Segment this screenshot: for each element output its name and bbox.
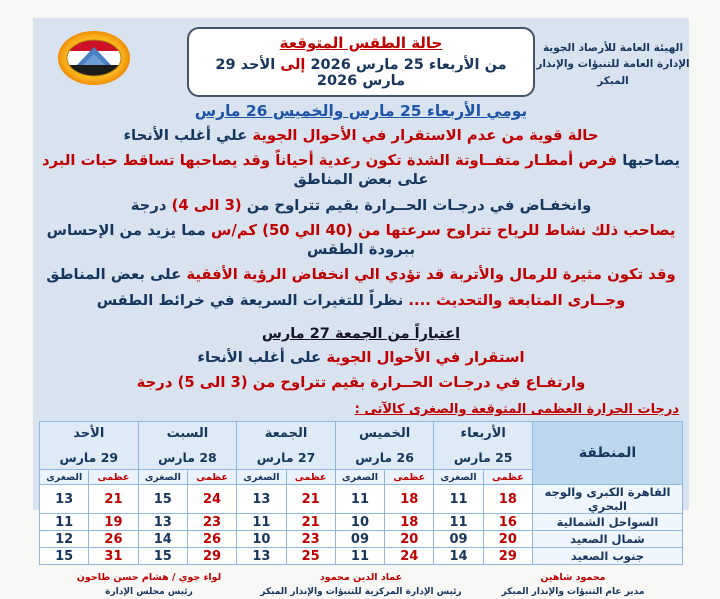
temp-min: 09 (434, 531, 483, 548)
day-name: الأحد (73, 426, 105, 442)
day-date: 25 مارس (453, 450, 513, 466)
signature-name: لواء جوي / هشام حسن طاحون (76, 572, 222, 584)
forecast-line-2 (33, 151, 689, 189)
forecast-line-4 (33, 221, 689, 259)
temp-max: 26 (89, 531, 138, 548)
temp-max: 19 (89, 514, 138, 531)
forecast-text: علي أغلب الأنحاء (123, 127, 248, 144)
temp-min: 14 (434, 548, 483, 565)
max-label: عظمى (187, 470, 236, 485)
forecast-text: على بعض المناطق (46, 266, 182, 284)
forecast-line-1 (33, 126, 689, 145)
min-label: الصغرى (40, 470, 89, 485)
table-row (40, 514, 683, 531)
table-caption: درجات الحرارة العظمى المتوقعة والصغرى كالآتى : (354, 402, 679, 418)
forecast-text: وانخفـاض في درجـات الحــرارة بقيم تتراوح من (246, 196, 592, 214)
table-header-day-sun (40, 422, 139, 470)
temp-min: 13 (237, 548, 286, 565)
table-header-region: المنطقة (533, 422, 683, 485)
temp-min: 13 (237, 485, 286, 514)
table-header-day-thu (335, 422, 434, 470)
temp-max: 29 (483, 548, 532, 565)
temp-max: 26 (187, 531, 236, 548)
temp-max: 20 (385, 531, 434, 548)
day-date: 27 مارس (256, 450, 316, 466)
temp-max: 20 (483, 531, 532, 548)
forecast-line-3 (33, 196, 689, 215)
temp-min: 13 (138, 514, 187, 531)
region-name: شمال الصعيد (533, 531, 683, 548)
forecast-line-5 (33, 265, 689, 284)
temp-min: 10 (237, 531, 286, 548)
max-label: عظمى (286, 470, 335, 485)
temp-min: 11 (237, 514, 286, 531)
min-label: الصغرى (138, 470, 187, 485)
authority-name-line1: الهيئة العامة للأرصاد الجوية (542, 42, 684, 54)
temp-max: 31 (89, 548, 138, 565)
authority-name-line2: الإدارة العامة للتنبؤات والإنذار المبكر (536, 58, 690, 87)
day-name: الخميس (359, 426, 411, 442)
min-label: الصغرى (335, 470, 384, 485)
forecast-line-8 (33, 373, 689, 392)
forecast-line-6 (33, 291, 689, 310)
table-header-day-fri (237, 422, 336, 470)
temp-min: 11 (40, 514, 89, 531)
temp-max: 24 (187, 485, 236, 514)
day-date: 29 مارس (59, 450, 119, 466)
forecast-text: فرص أمطـار متفــاوتة الشدة تكون رعدية أحياناً وقد يصاحبها تساقط حبات البرد (41, 152, 618, 170)
forecast-text: وقد تكون مثيرة للرمال والأتربة قد تؤدي الي انخفاض الرؤية الأفقية (186, 266, 676, 284)
signature-name: عماد الدين محمود (319, 572, 403, 584)
day-date: 28 مارس (158, 450, 217, 466)
temp-max: 24 (385, 548, 434, 565)
max-label: عظمى (89, 470, 138, 485)
temperatures-table (39, 421, 683, 565)
signature-title: رئيس مجلس الإدارة (105, 586, 193, 597)
temp-max: 23 (187, 514, 236, 531)
signature-name: محمود شاهين (540, 572, 606, 584)
forecast-text: مما يزيد من الإحساس ببرودة الطقس (46, 221, 416, 259)
date-to-word: إلى (280, 57, 306, 73)
forecast-text: على بعض المناطق (293, 171, 429, 189)
bulletin-title: حالة الطقس المتوقعة (279, 34, 443, 52)
date-to: الأحد 29 مارس 2026 (215, 57, 406, 89)
forecast-text: حالة قوية من عدم الاستقرار في الأحوال الجوية (252, 127, 599, 144)
signature-board-chairman (43, 571, 255, 599)
authority-logo-icon (57, 30, 131, 86)
region-name: جنوب الصعيد (533, 548, 683, 565)
min-label: الصغرى (434, 470, 483, 485)
region-name: السواحل الشمالية (533, 514, 683, 531)
forecast-text: على أغلب الأنحاء (197, 348, 322, 366)
authority-name-block (533, 40, 693, 89)
max-label: عظمى (385, 470, 434, 485)
temp-max: 21 (286, 485, 335, 514)
bulletin-title-box (187, 27, 535, 97)
day-name: الأربعاء (460, 426, 506, 442)
table-row (40, 531, 683, 548)
temp-min: 14 (138, 531, 187, 548)
date-from: من الأربعاء 25 مارس 2026 (310, 57, 507, 73)
day-name: السبت (166, 426, 209, 442)
temp-min: 15 (138, 548, 187, 565)
temp-max: 29 (187, 548, 236, 565)
temp-max: 18 (483, 485, 532, 514)
temp-min: 11 (434, 514, 483, 531)
temp-min: 13 (40, 485, 89, 514)
section2-heading: اعتباراً من الجمعة 27 مارس (261, 325, 461, 342)
signature-director-general (467, 571, 679, 599)
temp-min: 11 (335, 548, 384, 565)
table-header-row-days (40, 422, 683, 470)
weather-bulletin-panel (33, 18, 690, 597)
temp-max: 25 (286, 548, 335, 565)
forecast-line-7 (33, 348, 689, 367)
temp-max: 16 (483, 514, 532, 531)
table-row (40, 485, 683, 514)
max-label: عظمى (483, 470, 532, 485)
signatures-row (33, 571, 689, 599)
temp-min: 09 (335, 531, 384, 548)
signature-title: مدير عام التنبؤات والإنذار المبكر (501, 586, 645, 597)
temp-max: 23 (286, 531, 335, 548)
table-header-day-wed (434, 422, 533, 470)
temp-min: 11 (434, 485, 483, 514)
temp-max: 21 (89, 485, 138, 514)
day-date: 26 مارس (355, 450, 414, 466)
region-name: القاهرة الكبرى والوجه البحري (533, 485, 683, 514)
signature-central-admin-head (255, 571, 467, 599)
bulletin-date-range (197, 57, 525, 89)
signature-title: رئيس الإدارة المركزية للتنبؤات والإنذار المبكر (260, 586, 462, 597)
temp-min: 15 (138, 485, 187, 514)
day-name: الجمعة (264, 426, 308, 442)
temp-max: 18 (385, 514, 434, 531)
forecast-text: نظراً للتغيرات السريعة في خرائط الطقس (96, 291, 404, 309)
temp-max: 18 (385, 485, 434, 514)
min-label: الصغرى (237, 470, 286, 485)
forecast-text: يصاحبها (622, 152, 681, 170)
temp-min: 12 (40, 531, 89, 548)
forecast-text: درجة (130, 196, 167, 214)
forecast-text: وارتفـاع في درجـات الحــرارة بقيم تتراوح من (3 الى 5) درجة (136, 374, 586, 392)
temp-min: 11 (335, 485, 384, 514)
table-header-day-sat (138, 422, 237, 470)
forecast-text: وجــارى المتابعة والتحديث .... (408, 291, 626, 309)
forecast-text: (3 الى 4) (171, 196, 242, 214)
temp-max: 21 (286, 514, 335, 531)
table-row (40, 548, 683, 565)
forecast-text: استقرار في الأحوال الجوية (326, 348, 525, 366)
forecast-text: يصاحب ذلك نشاط للرياح تتراوح سرعتها من (40 الي 50) كم/س (211, 221, 676, 239)
temp-min: 15 (40, 548, 89, 565)
section1-heading: يومي الأربعاء 25 مارس والخميس 26 مارس (194, 102, 528, 120)
temp-min: 10 (335, 514, 384, 531)
